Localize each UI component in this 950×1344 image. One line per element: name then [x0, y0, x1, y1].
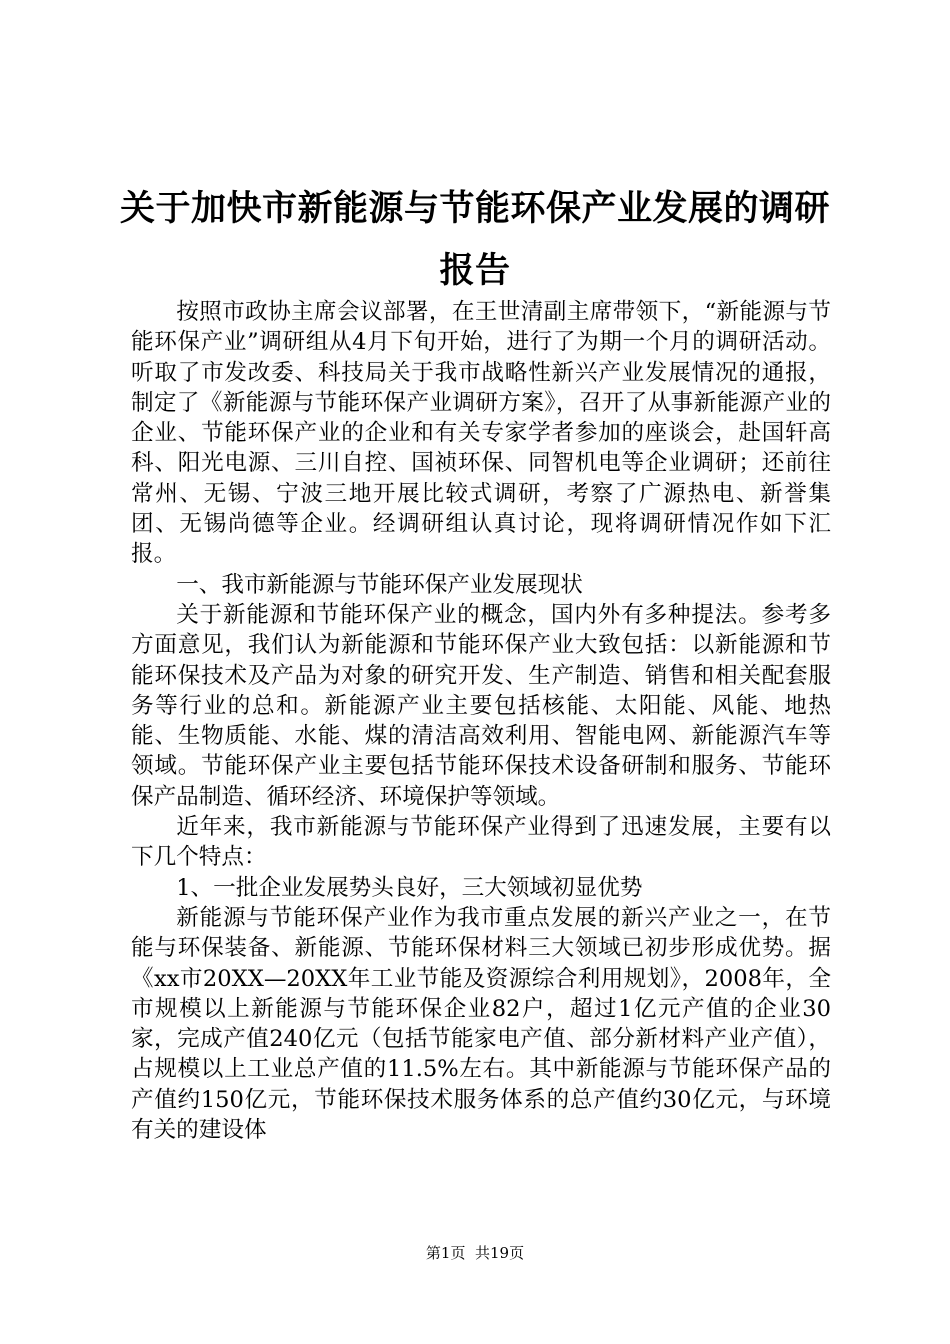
page-number: 第1页 共19页 [425, 1244, 525, 1262]
document-title: 关于加快市新能源与节能环保产业发展的调研报告 [119, 189, 830, 291]
section-heading-1: 一、我市新能源与节能环保产业发展现状 [176, 571, 583, 598]
paragraph-features-intro: 近年来，我市新能源与节能环保产业得到了迅速发展，主要有以下几个特点： [131, 814, 831, 871]
subsection-heading-1: 1、一批企业发展势头良好，三大领域初显优势 [176, 874, 643, 901]
paragraph-concept: 关于新能源和节能环保产业的概念，国内外有多种提法。参考多方面意见，我们认为新能源和节能环保产业大致包括：以新能源和节能环保技术及产品为对象的研究开发、生产制造、销售和相关配套服务等行业的总和。新能源产业主要包括核能、太阳能、风能、地热能、生物质能、水能、煤的清洁高效利用、智能电网、新能源汽车等领域。节能环保产业主要包括节能环保技术设备研制和服务、节能环保产品制造、循环经济、环境保护等领域。 [131, 601, 831, 810]
paragraph-intro: 按照市政协主席会议部署，在王世清副主席带领下，“新能源与节能环保产业”调研组从4月下旬开始，进行了为期一个月的调研活动。听取了市发改委、科技局关于我市战略性新兴产业发展情况的通报，制定了《新能源与节能环保产业调研方案》，召开了从事新能源产业的企业、节能环保产业的企业和有关专家学者参加的座谈会，赴国轩高科、阳光电源、三川自控、国祯环保、同智机电等企业调研；还前往常州、无锡、宁波三地开展比较式调研，考察了广源热电、新誉集团、无锡尚德等企业。经调研组认真讨论，现将调研情况作如下汇报。 [131, 299, 831, 568]
page-footer [0, 1243, 950, 1263]
paragraph-enterprises: 新能源与节能环保产业作为我市重点发展的新兴产业之一，在节能与环保装备、新能源、节能环保材料三大领域已初步形成优势。据《xx市20XX—20XX年工业节能及资源综合利用规划》，2008年，全市规模以上新能源与节能环保企业82户，超过1亿元产值的企业30家，完成产值240亿元（包括节能家电产值、部分新材料产业产值），占规模以上工业总产值的11.5%左右。其中新能源与节能环保产品的产值约150亿元，节能环保技术服务体系的总产值约30亿元，与环境有关的建设体 [131, 904, 831, 1144]
document-body [131, 297, 831, 1145]
